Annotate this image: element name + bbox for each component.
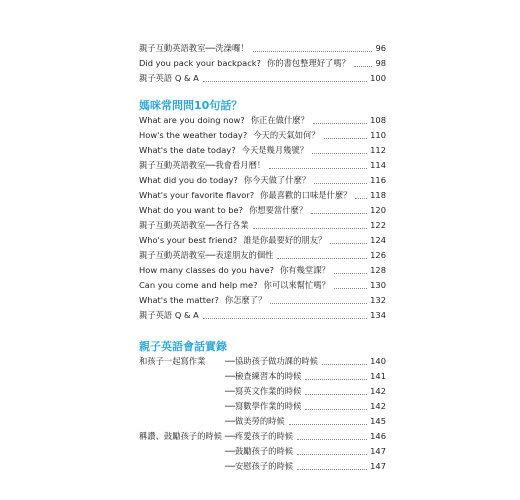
entry-label: ──安慰孩子的時候 (225, 461, 294, 471)
entry-english: What's your favorite flavor? (139, 190, 255, 200)
entry-chinese: 你今天做了什麼？ (243, 175, 311, 185)
toc-entry[interactable] (139, 399, 386, 413)
dot-leader (253, 51, 373, 52)
entry-english: What do you want to be? (139, 205, 244, 215)
page-number: 147 (370, 446, 386, 456)
entry-chinese: 你有幾堂課？ (280, 265, 330, 275)
page-number: 145 (370, 416, 386, 426)
entry-group: 稱讚、鼓勵孩子的時候 (139, 431, 222, 441)
entry-english: How's the weather today? (139, 130, 248, 140)
toc-entry[interactable] (139, 444, 386, 458)
dot-leader (203, 81, 367, 82)
dot-leader (305, 379, 367, 380)
page-number: 130 (370, 280, 386, 290)
page-number: 124 (370, 235, 386, 245)
dot-leader (312, 153, 367, 154)
entry-label: ──寫數學作業的時候 (225, 401, 302, 411)
page-number: 132 (370, 295, 386, 305)
section-heading: 媽咪常問問10句話？ (139, 99, 243, 112)
entry-chinese: 今天的天氣如何？ (253, 130, 320, 140)
dot-leader (253, 228, 368, 229)
page-number: 98 (375, 58, 386, 68)
dot-leader (305, 394, 367, 395)
dot-leader (269, 168, 367, 169)
toc-entry[interactable] (139, 158, 386, 172)
page-number: 126 (370, 250, 386, 260)
page-number: 100 (370, 73, 386, 83)
toc-entry[interactable] (139, 113, 386, 127)
toc-entry[interactable] (139, 173, 386, 187)
toc-entry[interactable] (139, 369, 386, 383)
page-number: 141 (370, 371, 386, 381)
toc-entry[interactable] (139, 384, 386, 398)
page-number: 142 (370, 401, 386, 411)
dot-leader (324, 138, 368, 139)
page-number: 118 (370, 190, 386, 200)
page-number: 114 (370, 160, 386, 170)
entry-label: ──寫英文作業的時候 (225, 386, 302, 396)
toc-entry[interactable] (139, 308, 386, 322)
entry-chinese: 親子互動英語教室──洗澡囉！ (139, 43, 249, 53)
page-number: 96 (375, 43, 386, 53)
page-number: 112 (370, 145, 386, 155)
dot-leader (334, 288, 367, 289)
toc-entry[interactable] (139, 263, 386, 277)
entry-chinese: 今天是幾月幾號？ (241, 145, 309, 155)
entry-english: Can you come and help me? (139, 280, 258, 290)
page-number: 122 (370, 220, 386, 230)
entry-english: Did you pack your backpack? (139, 58, 261, 68)
entry-chinese: 你可以來幫忙嗎？ (263, 280, 330, 290)
page-number: 146 (370, 431, 386, 441)
page-number: 147 (370, 461, 386, 471)
toc-entry[interactable] (139, 459, 386, 473)
entry-label: ──疼愛孩子的時候 (225, 431, 294, 441)
dot-leader (289, 424, 367, 425)
page-number: 140 (370, 356, 386, 366)
entry-chinese: 你怎麼了？ (224, 295, 267, 305)
entry-english: How many classes do you have? (139, 265, 274, 275)
page-number: 120 (370, 205, 386, 215)
entry-english: What did you do today? (139, 175, 238, 185)
toc-entry[interactable] (139, 293, 386, 307)
dot-leader (314, 183, 367, 184)
dot-leader (330, 243, 367, 244)
toc-entry[interactable] (139, 41, 386, 55)
entry-chinese: 你想要當什麼？ (249, 205, 308, 215)
dot-leader (311, 213, 367, 214)
toc-entry[interactable] (139, 128, 386, 142)
entry-label: ──鼓勵孩子的時候 (225, 446, 294, 456)
section-heading: 親子英語會話實錄 (139, 340, 227, 353)
entry-chinese: 親子互動英語教室──我會看月曆！ (139, 160, 266, 170)
entry-english: What's the date today? (139, 145, 236, 155)
dot-leader (313, 123, 367, 124)
toc-entry[interactable] (139, 429, 386, 443)
toc-entry[interactable] (139, 414, 386, 428)
page-number: 134 (370, 310, 386, 320)
page-number: 142 (370, 386, 386, 396)
page-number: 108 (370, 115, 386, 125)
entry-chinese: 親子英語 Q & A (139, 73, 199, 83)
toc-entry[interactable] (139, 354, 386, 368)
entry-label: ──檢查練習本的時候 (225, 371, 302, 381)
entry-english: Who's your best friend? (139, 235, 238, 245)
dot-leader (297, 454, 367, 455)
dot-leader (270, 303, 367, 304)
entry-english: What's the matter? (139, 295, 219, 305)
entry-chinese: 親子互動英語教室──各行各業 (139, 220, 249, 230)
entry-label: ──協助孩子做功課的時候 (225, 356, 318, 366)
dot-leader (322, 364, 367, 365)
dot-leader (297, 439, 367, 440)
toc-entry[interactable] (139, 203, 386, 217)
entry-chinese: 親子互動英語教室──表達朋友的個性 (139, 250, 274, 260)
entry-chinese: 你最喜歡的口味是什麼？ (260, 190, 352, 200)
dot-leader (305, 409, 367, 410)
entry-chinese: 你的書包整理好了嗎？ (266, 58, 350, 68)
dot-leader (334, 273, 367, 274)
dot-leader (354, 66, 372, 67)
page-number: 128 (370, 265, 386, 275)
entry-chinese: 誰是你最要好的朋友？ (243, 235, 327, 245)
entry-group: 和孩子一起寫作業 (139, 356, 206, 366)
entry-english: What are you doing now? (139, 115, 245, 125)
dot-leader (355, 198, 367, 199)
toc-entry[interactable] (139, 56, 386, 70)
toc-entry[interactable] (139, 218, 386, 232)
dot-leader (297, 469, 367, 470)
dot-leader (277, 258, 367, 259)
dot-leader (203, 318, 367, 319)
page-number: 110 (370, 130, 386, 140)
toc-entry[interactable] (139, 71, 386, 85)
toc-entry[interactable] (139, 233, 386, 247)
entry-chinese: 你正在做什麼？ (250, 115, 309, 125)
toc-entry[interactable] (139, 143, 386, 157)
toc-entry[interactable] (139, 188, 386, 202)
entry-chinese: 親子英語 Q & A (139, 310, 199, 320)
page-number: 116 (370, 175, 386, 185)
toc-entry[interactable] (139, 278, 386, 292)
entry-label: ──做美勞的時候 (225, 416, 285, 426)
toc-entry[interactable] (139, 248, 386, 262)
